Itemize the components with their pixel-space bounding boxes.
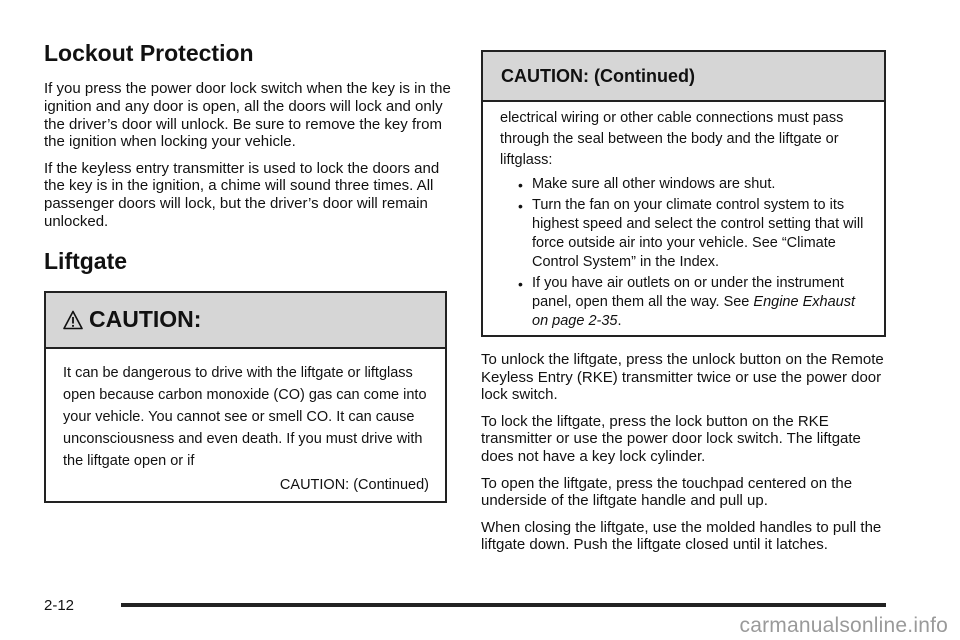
caution-continued-box: [481, 50, 886, 337]
caution-title: CAUTION:: [89, 306, 202, 333]
lock-paragraph: To lock the liftgate, press the lock button on the RKE transmitter or use the power door lock switch. The liftgate does not have a key lock cylinder.: [481, 412, 861, 465]
caution-box: [44, 291, 447, 503]
left-column: [44, 40, 454, 503]
right-column: [481, 50, 891, 563]
caution-bullet-list: [500, 175, 870, 331]
heading-liftgate: Liftgate: [44, 248, 128, 275]
liftgate-instructions: [481, 351, 891, 554]
caution-continued-label: CAUTION: (Continued): [279, 476, 429, 493]
caution-body: [46, 349, 445, 496]
close-paragraph: When closing the liftgate, use the molded handles to pull the liftgate down. Push the liftgate closed until it latches.: [481, 518, 882, 554]
caution-continued-title: CAUTION: (Continued): [501, 65, 695, 86]
caution-continued-body: [483, 102, 884, 331]
bullet-icon: •: [518, 177, 523, 193]
caution-bullet-3: • If you have air outlets on or under the instrument panel, open them all the way. See Engine Exhaust on page 2-35.: [518, 275, 855, 329]
caution-bullet-2: • Turn the fan on your climate control system to its highest speed and select the control setting that will force outside air into your vehicle. See “Climate Control System” in the Index.: [518, 197, 864, 270]
caution-continued-intro: electrical wiring or other cable connections must pass through the seal between the body and the liftgate or liftglass:: [500, 110, 844, 168]
caution-continued-header: [483, 52, 884, 102]
engine-exhaust-reference: Engine Exhaust on page 2-35: [532, 294, 855, 329]
bullet-icon: •: [518, 198, 523, 214]
bullet-icon: •: [518, 276, 523, 292]
unlock-paragraph: To unlock the liftgate, press the unlock button on the Remote Keyless Entry (RKE) transmitter twice or use the power door lock switch.: [481, 351, 884, 404]
caution-bullet-1: • Make sure all other windows are shut.: [518, 176, 776, 193]
watermark: carmanualsonline.info: [739, 614, 948, 637]
warning-triangle-icon: [63, 310, 83, 330]
lockout-paragraph-2: If the keyless entry transmitter is used to lock the doors and the key is in the ignition, a chime will sound three times. All passenger doors will lock, but the driver’s door will remain unlocked.: [44, 159, 440, 230]
heading-lockout-protection: Lockout Protection: [44, 40, 254, 66]
open-paragraph: To open the liftgate, press the touchpad centered on the underside of the liftgate handle and pull up.: [481, 474, 853, 510]
lockout-paragraph-1: If you press the power door lock switch when the key is in the ignition and any door is open, all the doors will lock and only the driver’s door will unlock. Be sure to remove the key from the ignition when locking your vehicle.: [44, 80, 451, 151]
caution-header: [46, 293, 445, 349]
footer-rule: [121, 603, 886, 607]
page-number: 2-12: [44, 597, 75, 614]
caution-text: It can be dangerous to drive with the liftgate or liftglass open because carbon monoxide (CO) gas can come into your vehicle. You cannot see or smell CO. It can cause unconsciousness and even death. If you must drive with the liftgate open or if: [63, 364, 427, 469]
